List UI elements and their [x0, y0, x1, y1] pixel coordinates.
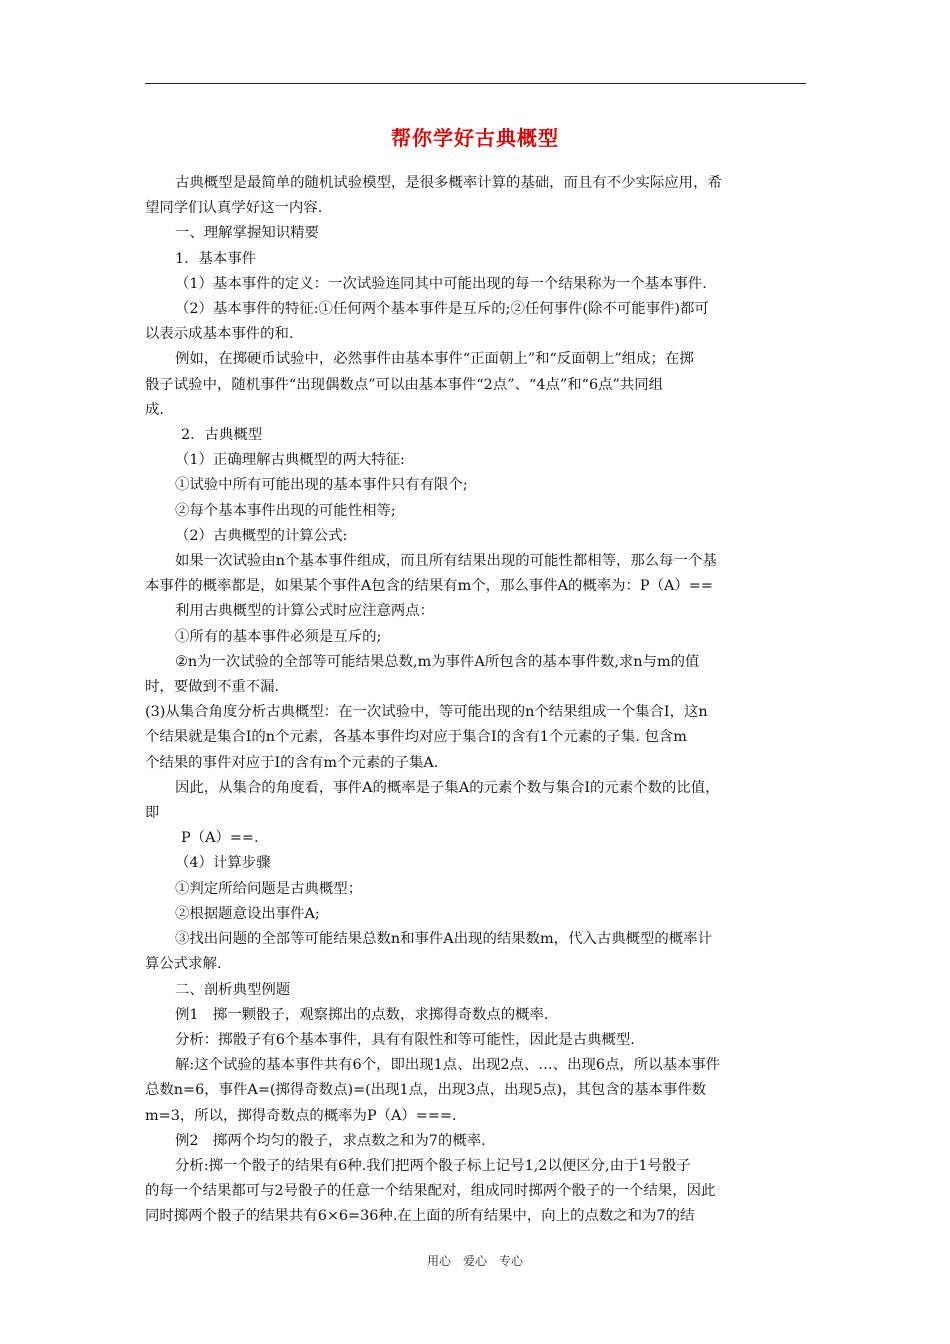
text-line: 同时掷两个骰子的结果共有6×6=36种.在上面的所有结果中，向上的点数之和为7的结 [145, 1208, 695, 1225]
text-line: 本事件的概率都是，如果某个事件A包含的结果有m个，那么事件A的概率为：P（A）== [145, 578, 713, 595]
page-footer: 用心 爱心 专心 [426, 1254, 523, 1268]
text-line: ③找出问题的全部等可能结果总数n和事件A出现的结果数m，代入古典概型的概率计 [175, 931, 712, 948]
text-line: 二、剖析典型例题 [175, 981, 291, 998]
text-line: （4）计算步骤 [175, 855, 271, 872]
text-line: 以表示成基本事件的和. [145, 326, 294, 343]
text-line: 例2 掷两个均匀的骰子，求点数之和为7的概率. [175, 1132, 486, 1149]
text-line: 如果一次试验由n个基本事件组成，而且所有结果出现的可能性都相等，那么每一个基 [175, 553, 717, 570]
text-line: 时，要做到不重不漏. [145, 679, 280, 696]
page-title: 帮你学好古典概型 [391, 126, 559, 150]
text-line: （1）正确理解古典概型的两大特征: [175, 452, 405, 469]
header-rule [145, 83, 806, 84]
text-line: 2．古典概型 [181, 427, 263, 444]
text-line: (3)从集合角度分析古典概型：在一次试验中，等可能出现的n个结果组成一个集合Ⅰ，这n [145, 704, 708, 721]
text-line: 1．基本事件 [175, 250, 257, 267]
text-line: ②根据题意设出事件A; [175, 905, 320, 922]
document-body [145, 171, 811, 1230]
text-line: 个结果就是集合Ⅰ的n个元素，各基本事件均对应于集合Ⅰ的含有1个元素的子集. 包含m [145, 729, 687, 746]
text-line: 成. [145, 401, 164, 418]
text-line: 因此，从集合的角度看，事件A的概率是子集A的元素个数与集合Ⅰ的元素个数的比值， [175, 779, 720, 796]
text-line: 解:这个试验的基本事件共有6个，即出现1点、出现2点、…、出现6点，所以基本事件 [175, 1057, 721, 1074]
text-line: 算公式求解. [145, 956, 222, 973]
text-line: 即 [145, 805, 160, 822]
text-line: ②每个基本事件出现的可能性相等; [175, 502, 396, 519]
text-line: 例如，在掷硬币试验中，必然事件由基本事件“正面朝上”和“反面朝上”组成；在掷 [175, 351, 694, 368]
text-line: 利用古典概型的计算公式时应注意两点： [175, 603, 435, 620]
text-line: 的每一个结果都可与2号骰子的任意一个结果配对，组成同时掷两个骰子的一个结果，因此 [145, 1183, 716, 1200]
text-line: 分析：掷骰子有6个基本事件，具有有限性和等可能性，因此是古典概型. [175, 1031, 635, 1048]
text-line: 骰子试验中，随机事件“出现偶数点”可以由基本事件“2点”、“4点”和“6点”共同组 [145, 376, 664, 393]
text-line: ①判定所给问题是古典概型； [175, 880, 363, 897]
text-line: 一、理解掌握知识精要 [175, 225, 319, 242]
text-line: 古典概型是最简单的随机试验模型，是很多概率计算的基础，而且有不少实际应用，希 [175, 175, 722, 191]
text-line: ②n为一次试验的全部等可能结果总数,m为事件A所包含的基本事件数,求n与m的值 [175, 653, 700, 670]
text-line: ①所有的基本事件必须是互斥的; [175, 628, 382, 645]
text-line: P（A）==. [181, 830, 259, 847]
text-line: 总数n=6，事件A=(掷得奇数点)=(出现1点，出现3点，出现5点)，其包含的基本事件数 [145, 1082, 707, 1099]
text-line: 分析:掷一个骰子的结果有6种.我们把两个骰子标上记号1,2以便区分,由于1号骰子 [175, 1157, 691, 1174]
text-line: ①试验中所有可能出现的基本事件只有有限个; [175, 477, 468, 494]
text-line: 个结果的事件对应于Ⅰ的含有m个元素的子集A. [145, 754, 439, 771]
text-line: （2）基本事件的特征:①任何两个基本事件是互斥的;②任何事件(除不可能事件)都可 [175, 301, 709, 318]
text-line: 例1 掷一颗骰子，观察掷出的点数，求掷得奇数点的概率. [175, 1006, 549, 1023]
text-line: （2）古典概型的计算公式: [175, 527, 348, 544]
text-line: m=3，所以，掷得奇数点的概率为P（A）===. [145, 1107, 457, 1124]
text-line: 望同学们认真学好这一内容. [145, 200, 323, 217]
text-line: （1）基本事件的定义：一次试验连同其中可能出现的每一个结果称为一个基本事件. [175, 275, 707, 292]
